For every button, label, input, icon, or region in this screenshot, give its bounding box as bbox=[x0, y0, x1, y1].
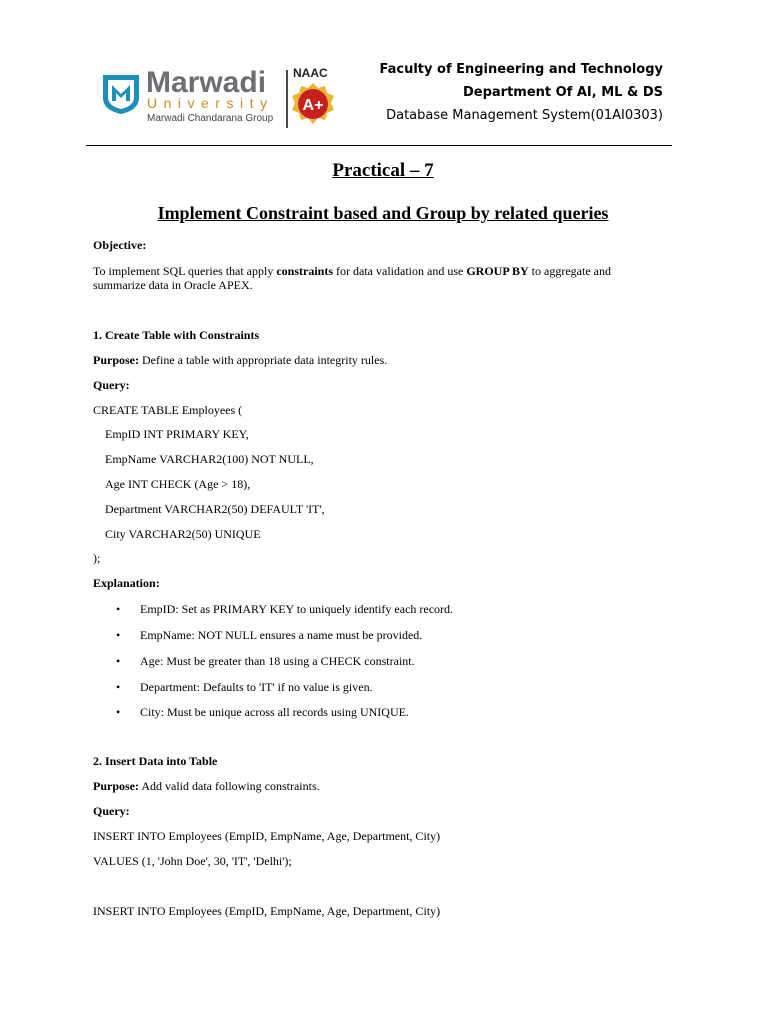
page-header bbox=[0, 0, 768, 145]
main-title: Implement Constraint based and Group by related queries bbox=[157, 203, 609, 223]
bullet-icon: • bbox=[116, 680, 121, 694]
university-logo bbox=[94, 62, 344, 132]
svg-text:A+: A+ bbox=[302, 97, 324, 114]
logo-subtitle: University bbox=[147, 95, 274, 111]
code-line: CREATE TABLE Employees ( bbox=[93, 403, 243, 417]
naac-label: NAAC bbox=[293, 66, 328, 80]
bullet-icon: • bbox=[116, 705, 121, 719]
department-name: Department Of AI, ML & DS bbox=[462, 85, 663, 100]
section1-purpose: Purpose: Define a table with appropriate data integrity rules. bbox=[93, 353, 388, 367]
header-info bbox=[379, 58, 663, 127]
list-item: • EmpName: NOT NULL ensures a name must be provided. bbox=[116, 628, 423, 642]
code-line: INSERT INTO Employees (EmpID, EmpName, Age, Department, City) bbox=[93, 904, 441, 918]
bullet-icon: • bbox=[116, 654, 121, 668]
bullet-icon: • bbox=[116, 602, 121, 616]
code-line: INSERT INTO Employees (EmpID, EmpName, Age, Department, City) bbox=[93, 829, 441, 843]
section2-purpose: Purpose: Add valid data following constraints. bbox=[93, 779, 320, 793]
section2-query-label: Query: bbox=[93, 804, 130, 818]
code-line: City VARCHAR2(50) UNIQUE bbox=[105, 527, 261, 541]
objective-label: Objective: bbox=[93, 238, 147, 252]
course-name: Database Management System(01AI0303) bbox=[386, 108, 663, 123]
naac-grade-badge-icon bbox=[290, 82, 336, 126]
section1-heading: 1. Create Table with Constraints bbox=[93, 328, 260, 342]
bullet-icon: • bbox=[116, 628, 121, 642]
header-divider bbox=[86, 145, 672, 146]
logo-divider bbox=[286, 70, 288, 128]
practical-title: Practical – 7 bbox=[332, 160, 434, 181]
logo-name: Marwadi bbox=[146, 66, 267, 99]
section1-query-label: Query: bbox=[93, 378, 130, 392]
list-item: • Department: Defaults to 'IT' if no value is given. bbox=[116, 680, 373, 694]
objective-text-line2: summarize data in Oracle APEX. bbox=[93, 278, 253, 292]
title-block bbox=[93, 158, 673, 226]
logo-group: Marwadi Chandarana Group bbox=[147, 113, 274, 124]
objective-text: To implement SQL queries that apply constraints for data validation and use GROUP BY to aggregate and bbox=[93, 264, 611, 278]
list-item: • Age: Must be greater than 18 using a CHECK constraint. bbox=[116, 654, 415, 668]
code-line: Age INT CHECK (Age > 18), bbox=[105, 477, 251, 491]
shield-icon bbox=[100, 72, 142, 116]
code-line: Department VARCHAR2(50) DEFAULT 'IT', bbox=[105, 502, 325, 516]
code-line: VALUES (1, 'John Doe', 30, 'IT', 'Delhi'); bbox=[93, 854, 292, 868]
list-item: • EmpID: Set as PRIMARY KEY to uniquely identify each record. bbox=[116, 602, 454, 616]
code-line: EmpID INT PRIMARY KEY, bbox=[105, 427, 249, 441]
code-line: ); bbox=[93, 551, 101, 565]
list-item: • City: Must be unique across all records using UNIQUE. bbox=[116, 705, 409, 719]
code-line: EmpName VARCHAR2(100) NOT NULL, bbox=[105, 452, 314, 466]
section2-heading: 2. Insert Data into Table bbox=[93, 754, 218, 768]
faculty-name: Faculty of Engineering and Technology bbox=[379, 62, 663, 77]
explanation-label: Explanation: bbox=[93, 576, 160, 590]
